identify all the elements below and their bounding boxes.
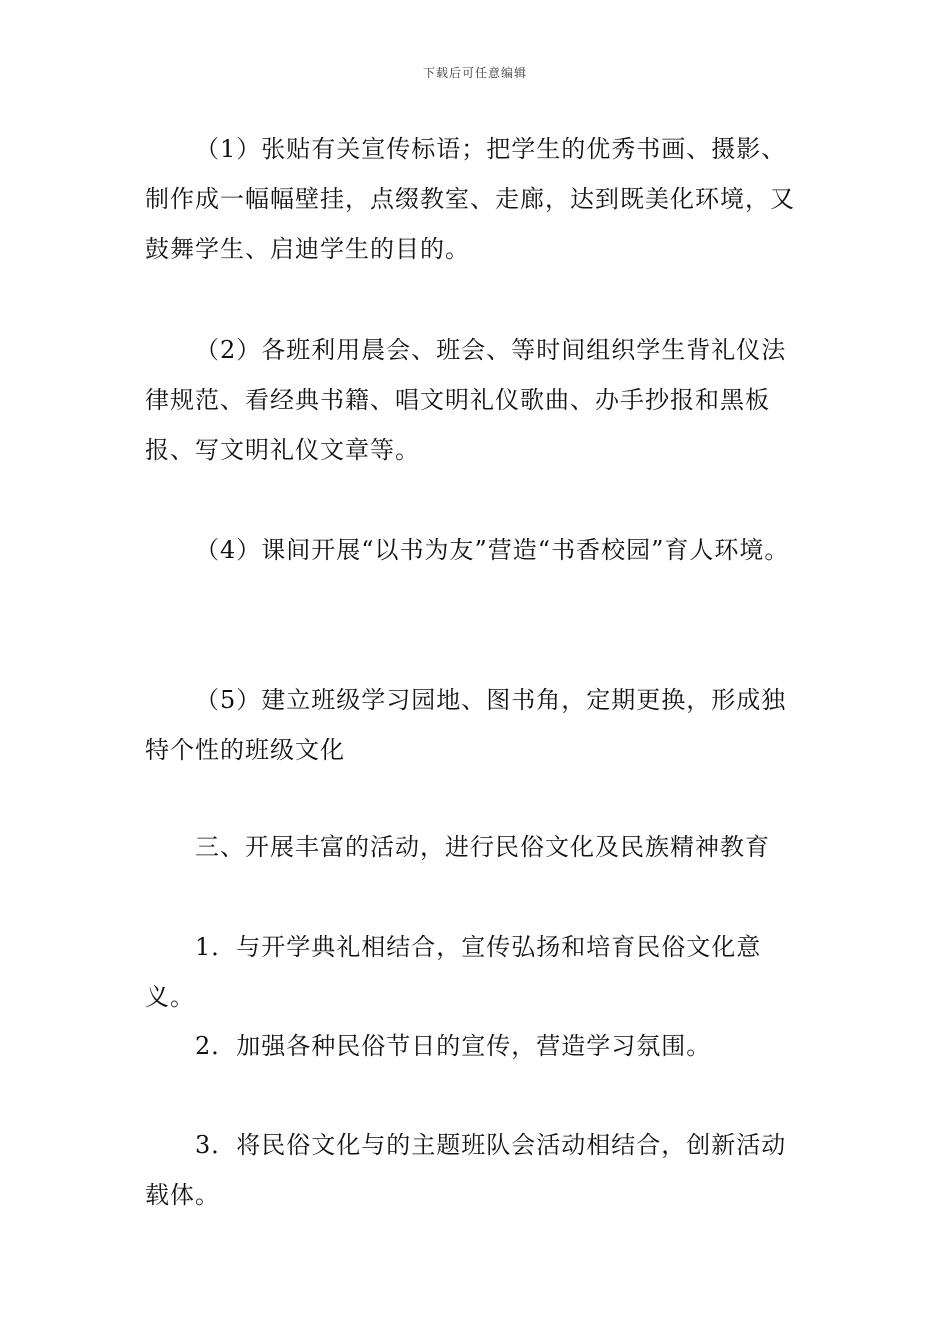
- paragraph-1: （1）张贴有关宣传标语；把学生的优秀书画、摄影、制作成一幅幅壁挂，点缀教室、走廊，达到既美化环境，又鼓舞学生、启迪学生的目的。: [145, 135, 795, 263]
- paragraph-4: （5）建立班级学习园地、图书角，定期更换，形成独特个性的班级文化: [145, 686, 787, 764]
- list-item-3: 3．将民俗文化与的主题班队会活动相结合，创新活动载体。: [145, 1131, 787, 1209]
- paragraph-2: （2）各班利用晨会、班会、等时间组织学生背礼仪法律规范、看经典书籍、唱文明礼仪歌曲、办手抄报和黑板报、写文明礼仪文章等。: [145, 336, 787, 464]
- list-item-2: 2．加强各种民俗节日的宣传，营造学习氛围。: [195, 1032, 712, 1060]
- list-item-1: 1．与开学典礼相结合，宣传弘扬和培育民俗文化意义。: [145, 933, 762, 1011]
- header-note: 下载后可任意编辑: [422, 66, 527, 80]
- paragraph-3: （4）课间开展“以书为友”营造“书香校园”育人环境。: [195, 536, 790, 564]
- section-heading: 三、开展丰富的活动，进行民俗文化及民族精神教育: [195, 833, 770, 861]
